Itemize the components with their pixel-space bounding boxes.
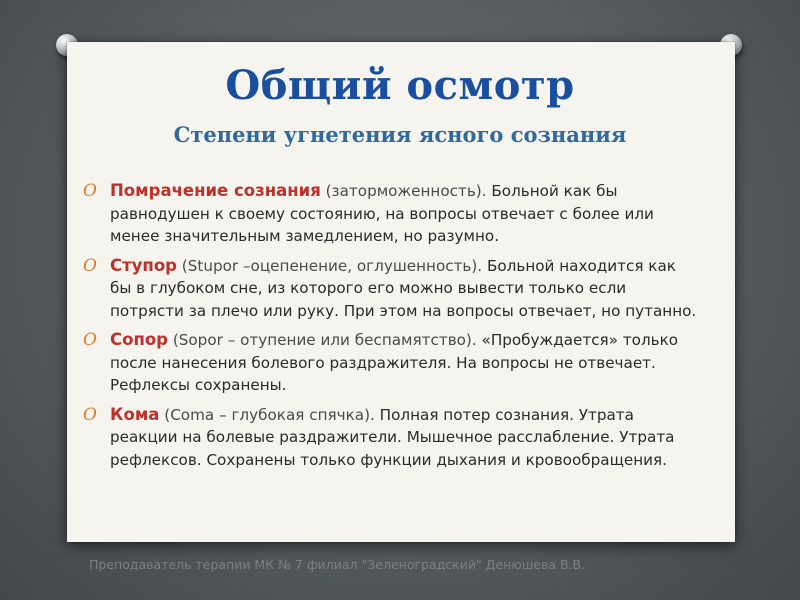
item-term: Помрачение сознания: [110, 181, 321, 200]
list-item: [82, 329, 702, 397]
slide-subtitle: Степени угнетения ясного сознания: [173, 122, 627, 147]
item-text: Больной находится как бы в глубоком сне, из которого его можно вывести только если потрясти за плечо или руку. При этом на вопросы отвечает, но путанно.: [110, 256, 697, 320]
bullet-icon: O: [83, 330, 97, 350]
item-latin: (Stupor –оцепенение, оглушенность).: [176, 256, 483, 275]
slide-title: Общий осмотр: [225, 62, 575, 109]
bullet-icon: O: [83, 404, 97, 425]
item-term: Сопор: [110, 330, 168, 349]
item-latin: (заторможенность).: [320, 182, 487, 200]
content-list: [82, 180, 702, 478]
bullet-icon: O: [83, 181, 97, 201]
item-term: Ступор: [110, 255, 177, 275]
item-text: «Пробуждается» только после нанесения болевого раздражителя. На вопросы не отвечает. Рефлексы сохранены.: [110, 331, 679, 394]
bullet-icon: O: [83, 255, 97, 276]
item-text: Больной как бы равнодушен к своему состоянию, на вопросы отвечает с более или менее значительным замедлением, но разумно.: [110, 182, 654, 245]
item-term: Кома: [110, 404, 160, 424]
list-item: [82, 255, 702, 323]
list-item: [82, 404, 702, 472]
list-item: [82, 180, 702, 248]
slide-footer: Преподаватель терапии МК № 7 филиал "Зеленоградский" Денюшева В.В.: [89, 557, 586, 572]
item-latin: (Coma – глубокая спячка).: [159, 405, 375, 424]
item-text: Полная потер сознания. Утрата реакции на болевые раздражители. Мышечное расслабление. Утрата рефлексов. Сохранены только функции дыхания и кровообращения.: [110, 405, 675, 469]
item-latin: (Sopor – отупение или беспамятство).: [168, 331, 477, 349]
